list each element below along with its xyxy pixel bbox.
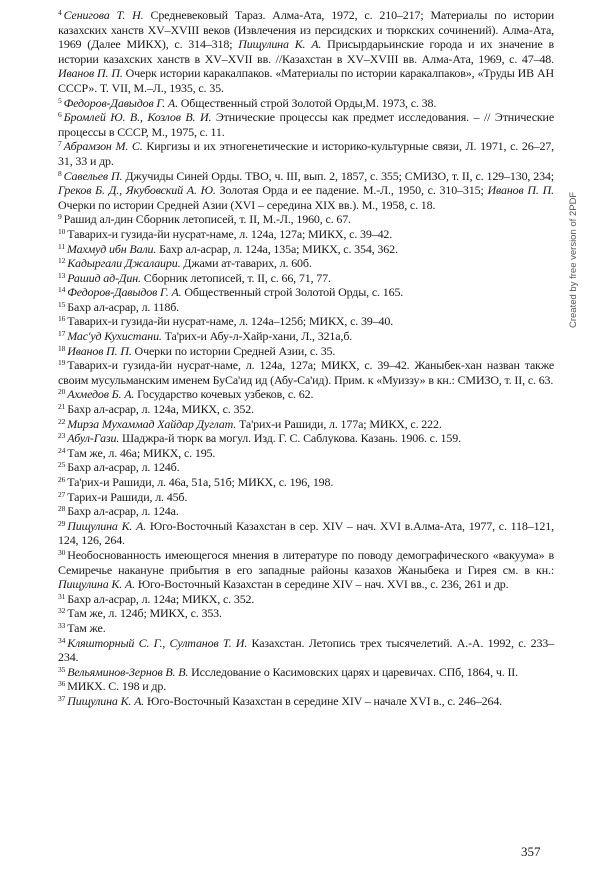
footnote-number: 20 [58,387,66,397]
footnote-number: 14 [58,285,66,295]
footnote-text: Присырдарьинские города и их значение в истории казахских ханств в XV–XVII вв. //Казахстан в XV–XVIII вв. Алма-Ата, 1969, с. 47–48. [58,37,554,66]
footnote-author: Федоров-Давыдов Г. А. [67,285,182,300]
footnote-31 [58,592,554,607]
watermark-text: Created by free version of 2PDF [568,191,579,328]
footnote-number: 23 [58,431,66,441]
footnote-number: 11 [58,241,65,251]
footnote-author: Бромлей Ю. В., Козлов В. И. [63,110,212,125]
footnote-29 [58,519,554,548]
footnote-text: Очерки по истории Средней Азии (XVI – середина XIX вв.). М., 1958, с. 18. [58,197,436,212]
footnote-text: Бахр ал-асрар, л. 124б. [67,460,180,475]
footnote-number: 27 [58,489,66,499]
footnote-author: Ахмедов Б. А. [67,387,135,402]
footnote-text: Джучиды Синей Орды. ТВО, ч. III, вып. 2, 1857, с. 355; СМИЗО, т. II, с. 129–130, 234; [122,168,554,183]
footnote-number: 7 [58,139,62,149]
footnote-author: Рашид ад-Дин. [67,270,141,285]
footnote-32 [58,606,554,621]
footnote-text: Та'рих-и Рашиди, л. 177а; МИКХ, с. 222. [236,416,442,431]
footnote-number: 37 [58,693,66,703]
footnote-text: Юго-Восточный Казахстан в середине XIV – нач. XVI вв., с. 236, 261 и др. [134,577,509,592]
footnote-number: 13 [58,270,66,280]
footnote-text: Государство кочевых узбеков, с. 62. [134,387,314,402]
footnote-number: 31 [58,591,66,601]
footnote-8 [58,169,554,213]
footnote-author: Иванов П. П. [487,183,554,198]
footnote-14 [58,285,554,300]
footnote-text: Та'рих-и Абу-л-Хайр-хани, Л., 321а,б. [161,329,353,344]
footnote-number: 28 [58,504,66,514]
footnotes-list [58,8,554,709]
footnote-37 [58,694,554,709]
footnote-author: Вельяминов-Зернов В. В. [67,664,189,679]
footnote-text: Бахр ал-асрар, л. 124а, МИКХ, с. 352. [67,402,254,417]
footnote-36 [58,679,554,694]
footnote-text: Тарих-и Рашиди, л. 45б. [67,489,188,504]
footnote-23 [58,431,554,446]
footnote-number: 9 [58,212,62,222]
footnote-text: Бахр ал-асрар, л. 124а; МИКХ, с. 352. [67,591,255,606]
footnote-author: Кляшторный С. Г., Султанов Т. И. [67,635,248,650]
footnote-15 [58,300,554,315]
footnote-16 [58,314,554,329]
footnote-number: 22 [58,416,66,426]
footnote-text: Шаджра-й тюрк ва могул. Изд. Г. С. Саблукова. Казань. 1906. с. 159. [119,431,461,446]
footnote-author: Мас'уд Кухистани. [67,329,162,344]
footnote-number: 5 [58,95,62,105]
footnote-author: Греков Б. Д., Якубовский А. Ю. [58,183,216,198]
footnote-author: Савельев П. [63,168,123,183]
footnote-author: Иванов П. П. [58,66,123,81]
footnote-22 [58,417,554,432]
footnote-text: Средневековый Тараз. Алма-Ата, 1972, с. 210–217; Материалы по истории казахских ханств XV–XVIII веков (Извлечения из персидских и тюркских сочинений). Алма-Ата, 1969 (Далее МИКХ), с. 314–318; [58,8,554,52]
footnote-text: Там же. [67,620,106,635]
footnote-7 [58,139,554,168]
footnote-5 [58,96,554,111]
footnote-text: Бахр ал-асрар, л. 124а, 135а; МИКХ, с. 354, 362. [156,241,398,256]
footnote-21 [58,402,554,417]
footnote-28 [58,504,554,519]
footnote-27 [58,490,554,505]
footnote-text: Бахр ал-асрар, л. 124а. [67,504,179,519]
footnote-number: 24 [58,445,66,455]
footnote-19 [58,358,554,387]
footnote-text: Юго-Восточный Казахстан в сер. XIV – нач. XVI в.Алма-Ата, 1977, с. 118–121, 124, 126, 264. [58,518,554,548]
footnote-number: 30 [58,547,66,557]
footnote-number: 6 [58,110,62,120]
footnote-number: 36 [58,679,66,689]
footnote-text: Там же, л. 124б; МИКХ, с. 353. [67,606,222,621]
footnote-number: 21 [58,402,66,412]
footnote-4 [58,8,554,96]
footnote-text: Исследование о Касимовских царях и царевичах. СПб, 1864, ч. II. [188,664,518,679]
footnote-18 [58,344,554,359]
footnote-author: Абрамзон М. С. [63,139,143,154]
footnote-20 [58,387,554,402]
footnote-text: МИКХ. С. 198 и др. [67,679,167,694]
footnote-number: 8 [58,168,62,178]
footnote-35 [58,665,554,680]
footnote-author: Кадыргали Джалаири. [67,256,181,271]
footnote-text: Очерки по истории Средней Азии, с. 35. [131,343,336,358]
footnote-number: 33 [58,620,66,630]
footnote-author: Пищулина К. А. [67,693,145,708]
footnote-text: Общественный строй Золотой Орды, с. 165. [181,285,404,300]
footnote-text: Юго-Восточный Казахстан в середине XIV – начале XVI в., с. 246–264. [144,693,503,708]
footnote-number: 19 [58,358,66,368]
footnote-number: 16 [58,314,66,324]
footnote-text: Бахр ал-асрар, л. 118б. [67,299,180,314]
footnote-number: 32 [58,606,66,616]
footnote-12 [58,256,554,271]
footnote-24 [58,446,554,461]
footnote-author: Абул-Гази. [67,431,120,446]
footnote-text: Там же, л. 46а; МИКХ, с. 195. [67,445,216,460]
footnote-10 [58,227,554,242]
footnote-6 [58,110,554,139]
footnote-text: Рашид ал-дин Сборник летописей, т. II, М.-Л., 1960, с. 67. [63,212,351,227]
footnote-number: 17 [58,329,66,339]
footnote-34 [58,636,554,665]
footnote-text: Таварих-и гузида-йи нусрат-наме, л. 124а–125б; МИКХ, с. 39–40. [67,314,394,329]
footnote-33 [58,621,554,636]
footnote-9 [58,212,554,227]
footnote-25 [58,460,554,475]
footnote-author: Махмуд ибн Вали. [66,241,157,256]
footnote-text: Таварих-и гузида-йи нусрат-наме, л. 124а, 127а; МИКХ, с. 39–42. [67,226,393,241]
footnote-number: 10 [58,226,66,236]
footnote-author: Иванов П. П. [67,343,132,358]
footnote-text: Та'рих-и Рашиди, л. 46а, 51а, 51б; МИКХ, с. 196, 198. [67,475,334,489]
footnote-text: Этнические процессы как предмет исследования. – // Этнические процессы в СССР, М., 1975, с. 11. [58,110,555,139]
footnote-text: Киргизы и их этногенетические и историко-культурные связи, Л. 1971, с. 26–27, 31, 33 и др. [58,139,554,168]
footnote-30 [58,548,554,592]
footnote-number: 4 [58,8,62,17]
footnote-13 [58,271,554,286]
footnote-number: 29 [58,518,66,528]
footnote-author: Пищулина К. А. [67,518,147,533]
footnote-text: Золотая Орда и ее падение. М.-Л., 1950, с. 310–315; [215,183,488,198]
footnote-author: Пищулина К. А. [58,577,135,592]
footnote-26 [58,475,554,490]
footnote-text: Сборник летописей, т. II, с. 66, 71, 77. [140,270,331,285]
footnote-text: Джами ат-таварих, л. 60б. [180,256,312,271]
footnote-text: Необоснованность имеющегося мнения в литературе по поводу демографического «вакуума» в Семиречье накануне прибытия в его западные районы казахов Жаныбека и Гирея см. в кн.: [58,547,554,577]
page-number: 357 [521,844,541,859]
footnote-author: Мирза Мухаммад Хайдар Дуглат. [67,416,237,431]
footnote-author: Сенигова Т. Н. [63,8,144,22]
footnote-text: Общественный строй Золотой Орды,М. 1973, с. 38. [177,95,437,110]
footnote-text: Очерк истории каракалпаков. «Материалы по истории каракалпаков», «Труды ИВ АН СССР». Т. VII, М.–Л., 1935, с. 35. [58,66,554,95]
footnote-11 [58,242,554,257]
footnote-number: 34 [58,635,66,645]
footnote-text: Таварих-и гузида-йи нусрат-наме, л. 124а, 127а; МИКХ, с. 39–42. Жаныбек-хан назван также своим мусульманским именем БуСа'ид ид (Абу-Са'ид). Прим. к «Муиззу» в кн.: СМИЗО, т. II, с. 63. [58,358,554,387]
footnote-author: Пищулина К. А. [238,37,322,52]
footnote-number: 15 [58,299,66,309]
footnote-number: 25 [58,460,66,470]
footnote-number: 12 [58,256,66,266]
footnote-text: Казахстан. Летопись трех тысячелетий. А.-А. 1992, с. 233–234. [58,635,554,665]
footnote-number: 26 [58,475,66,484]
footnote-author: Федоров-Давыдов Г. А. [63,95,178,110]
footnote-number: 35 [58,664,66,674]
footnote-number: 18 [58,343,66,353]
footnote-17 [58,329,554,344]
